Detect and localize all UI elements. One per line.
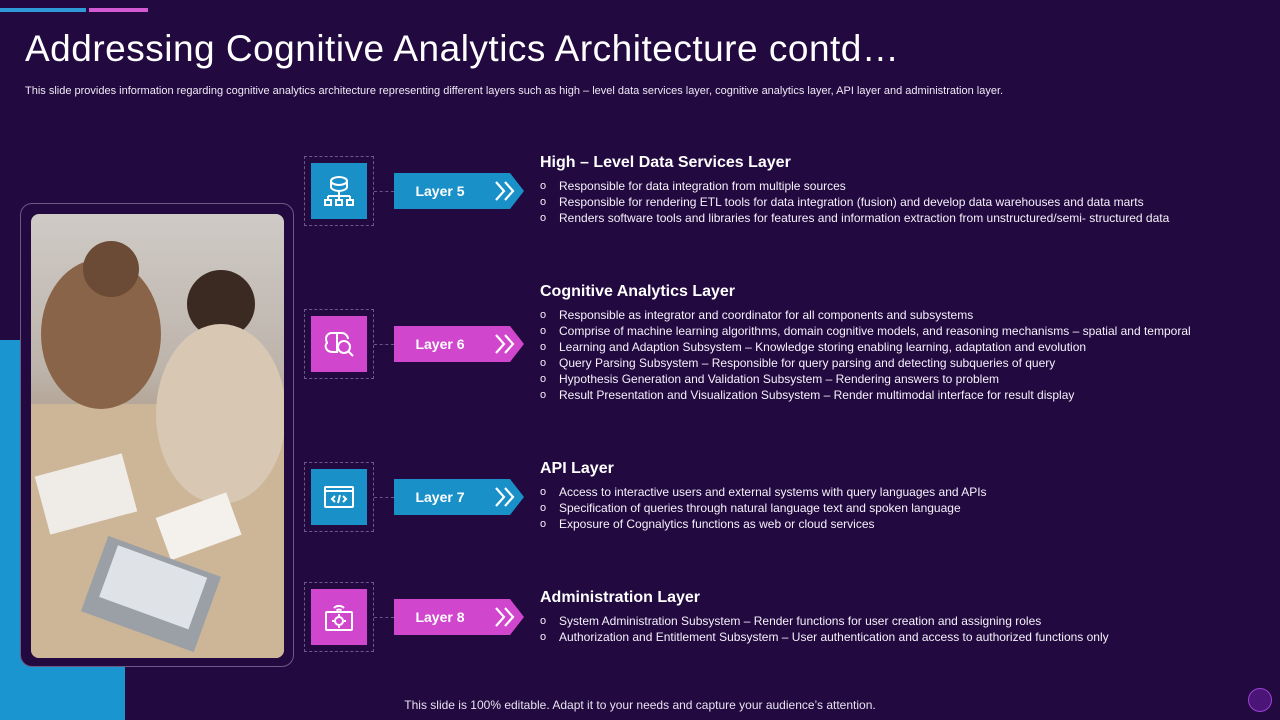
layer-6-bullets xyxy=(540,307,1270,403)
photo-frame xyxy=(20,203,294,667)
layer-5-label: Layer 5 xyxy=(415,183,465,199)
double-chevron-right-icon xyxy=(494,485,516,509)
bullet-item: o Renders software tools and libraries for features and information extraction from unstructured/semi- structured data xyxy=(540,210,1270,226)
top-accent-bar-blue xyxy=(0,8,86,12)
layer-5-tag xyxy=(394,173,524,209)
team-meeting-photo xyxy=(31,214,284,658)
admin-gear-icon xyxy=(311,589,367,645)
layer-7-connector xyxy=(374,497,394,498)
corner-logo-icon xyxy=(1248,688,1272,712)
layer-8-section xyxy=(540,589,1270,645)
top-accent-bar-pink xyxy=(89,8,148,12)
layer-6-title: Cognitive Analytics Layer xyxy=(540,283,736,300)
bullet-item: o Query Parsing Subsystem – Responsible for query parsing and detecting subqueries of query xyxy=(540,355,1270,371)
double-chevron-right-icon xyxy=(494,605,516,629)
bullet-item: o Authorization and Entitlement Subsystem – User authentication and access to authorized functions only xyxy=(540,629,1270,645)
bullet-item: o Access to interactive users and external systems with query languages and APIs xyxy=(540,484,1270,500)
bullet-item: o Hypothesis Generation and Validation Subsystem – Rendering answers to problem xyxy=(540,371,1270,387)
footer-note: This slide is 100% editable. Adapt it to your needs and capture your audience’s attention. xyxy=(404,698,876,712)
double-chevron-right-icon xyxy=(494,332,516,356)
layer-6-label: Layer 6 xyxy=(415,336,465,352)
layer-5-bullets xyxy=(540,178,1270,226)
layer-8-tag xyxy=(394,599,524,635)
double-chevron-right-icon xyxy=(494,179,516,203)
layer-5-title: High – Level Data Services Layer xyxy=(540,154,791,171)
layer-8-connector xyxy=(374,617,394,618)
layer-6-icon-box xyxy=(304,309,374,379)
bullet-item: o Result Presentation and Visualization Subsystem – Render multimodal interface for result display xyxy=(540,387,1270,403)
layer-5-icon-box xyxy=(304,156,374,226)
layer-7-title: API Layer xyxy=(540,460,614,477)
code-window-icon xyxy=(311,469,367,525)
bullet-item: o Learning and Adaption Subsystem – Knowledge storing enabling learning, adaptation and evolution xyxy=(540,339,1270,355)
layer-8-icon-box xyxy=(304,582,374,652)
layer-8-title: Administration Layer xyxy=(540,589,701,606)
layer-8-label: Layer 8 xyxy=(415,609,465,625)
layer-7-icon-box xyxy=(304,462,374,532)
layer-6-tag xyxy=(394,326,524,362)
layer-7-section xyxy=(540,460,1270,532)
page-subtitle: This slide provides information regarding cognitive analytics architecture representing different layers such as high – level data services layer, cognitive analytics layer, API layer and administration layer. xyxy=(25,85,1004,97)
bullet-item: o Specification of queries through natural language text and spoken language xyxy=(540,500,1270,516)
page-title: Addressing Cognitive Analytics Architecture contd… xyxy=(25,28,900,69)
data-network-icon xyxy=(311,163,367,219)
bullet-item: o Responsible as integrator and coordinator for all components and subsystems xyxy=(540,307,1270,323)
bullet-item: o Comprise of machine learning algorithms, domain cognitive models, and reasoning mechanisms – spatial and temporal xyxy=(540,323,1270,339)
bullet-item: o System Administration Subsystem – Render functions for user creation and assigning roles xyxy=(540,613,1270,629)
bullet-item: o Responsible for data integration from multiple sources xyxy=(540,178,1270,194)
brain-search-icon xyxy=(311,316,367,372)
layer-7-tag xyxy=(394,479,524,515)
layer-8-bullets xyxy=(540,613,1270,645)
layer-7-label: Layer 7 xyxy=(415,489,465,505)
bullet-item: o Exposure of Cognalytics functions as web or cloud services xyxy=(540,516,1270,532)
layer-7-bullets xyxy=(540,484,1270,532)
layer-6-connector xyxy=(374,344,394,345)
layer-5-connector xyxy=(374,191,394,192)
layer-6-section xyxy=(540,283,1270,403)
bullet-item: o Responsible for rendering ETL tools for data integration (fusion) and develop data warehouses and data marts xyxy=(540,194,1270,210)
layer-5-section xyxy=(540,154,1270,226)
